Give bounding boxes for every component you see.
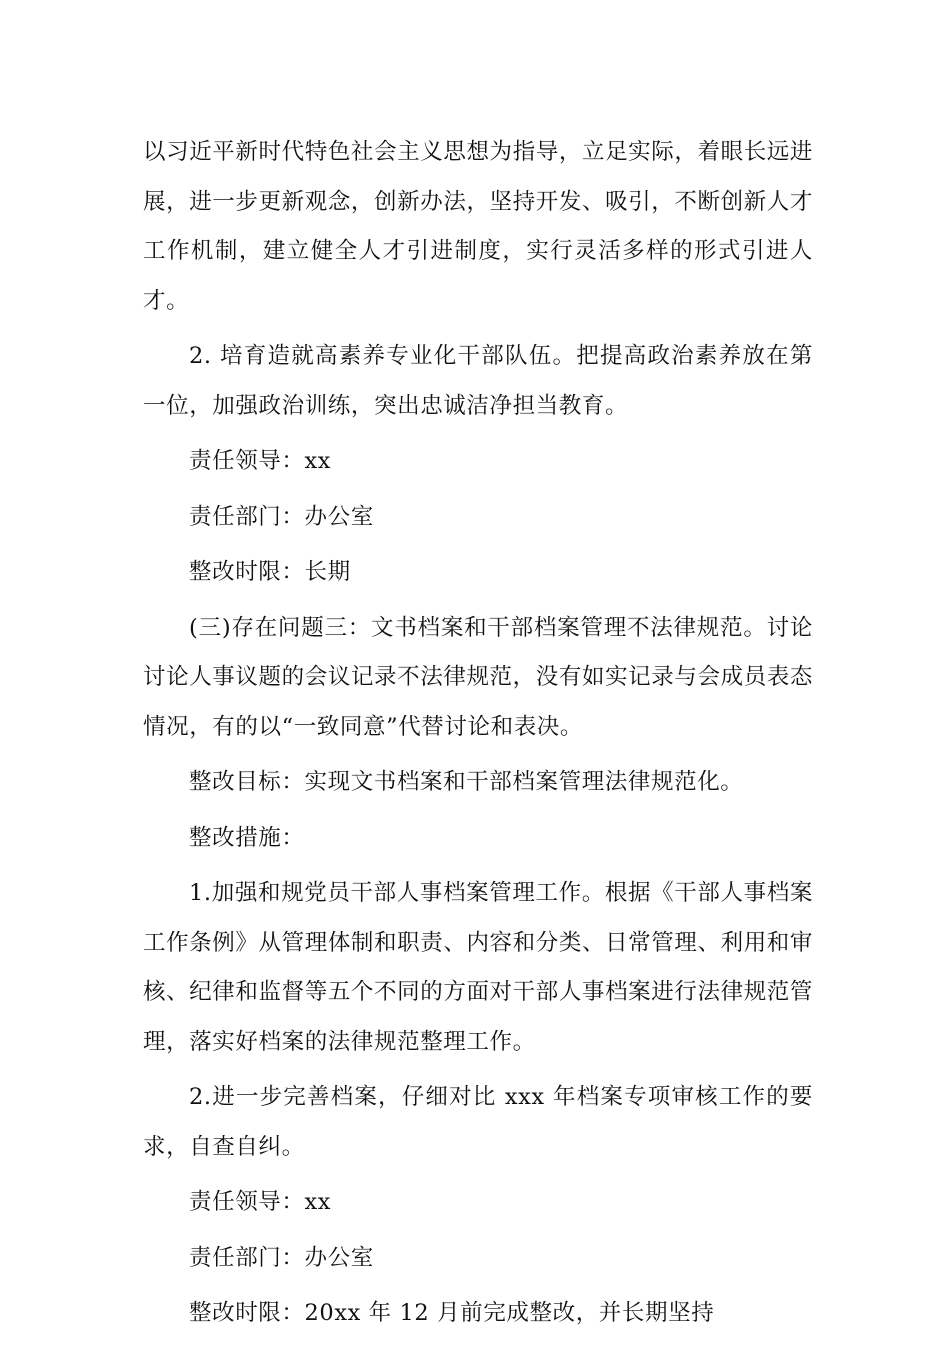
paragraph-measure-1-archives: 1.加强和规党员干部人事档案管理工作。根据《干部人事档案工作条例》从管理体制和职责、内容和分类、日常管理、利用和审核、纪律和监督等五个不同的方面对干部人事档案进行法律规范管理，落实好档案的法律规范整理工作。 — [143, 880, 813, 1055]
paragraph-responsible-department-2: 责任部门：办公室 — [189, 1244, 374, 1271]
paragraph-talent-mechanism: 以习近平新时代特色社会主义思想为指导，立足实际，着眼长远进展，进一步更新观念，创新办法，坚持开发、吸引，不断创新人才工作机制，建立健全人才引进制度，实行灵活多样的形式引进人才。 — [143, 139, 813, 314]
paragraph-responsible-leader-2: 责任领导：xx — [189, 1189, 332, 1215]
paragraph-deadline-2: 整改时限：20xx 年 12 月前完成整改，并长期坚持 — [189, 1300, 715, 1326]
paragraph-rectification-goal: 整改目标：实现文书档案和干部档案管理法律规范化。 — [189, 769, 744, 795]
document-body — [143, 128, 813, 1345]
paragraph-responsible-leader: 责任领导：xx — [189, 448, 332, 474]
paragraph-responsible-department: 责任部门：办公室 — [189, 503, 374, 530]
paragraph-measure-2-archives: 2.进一步完善档案，仔细对比 xxx 年档案专项审核工作的要求，自查自纠。 — [143, 1084, 813, 1160]
paragraph-deadline: 整改时限：长期 — [189, 559, 351, 585]
paragraph-rectification-measures-heading: 整改措施： — [189, 824, 305, 851]
paragraph-measure-2-cadre-team: 2. 培育造就高素养专业化干部队伍。把提高政治素养放在第一位，加强政治训练，突出忠诚洁净担当教育。 — [143, 343, 813, 419]
paragraph-problem-3: (三)存在问题三：文书档案和干部档案管理不法律规范。讨论讨论人事议题的会议记录不法律规范，没有如实记录与会成员表态情况，有的以“一致同意”代替讨论和表决。 — [143, 614, 813, 740]
